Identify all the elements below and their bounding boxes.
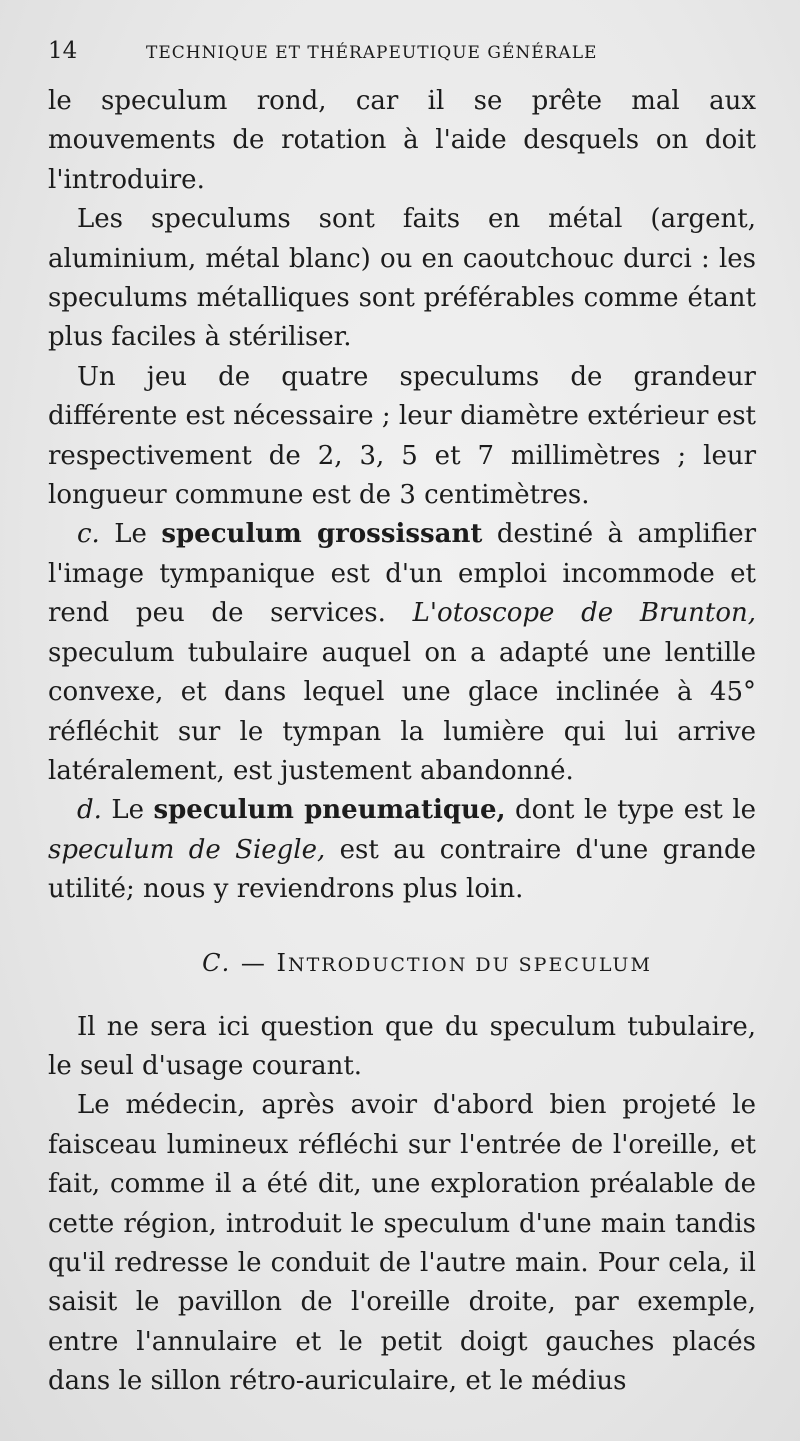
running-title: TECHNIQUE ET THÉRAPEUTIQUE GÉNÉRALE — [146, 43, 598, 63]
item-marker-c: c. — [77, 519, 100, 550]
paragraph-3: Un jeu de quatre speculums de grandeur différente est nécessaire ; leur diamètre extérieur est respectivement de 2, 3, 5 et 7 millimètres ; leur longueur commune est de 3 centimètres. — [48, 361, 756, 511]
p5-text-1: dont le type est le — [515, 795, 757, 826]
section-heading — [48, 949, 756, 977]
section-dash: — — [231, 948, 277, 977]
term-speculum-grossissant: speculum grossissant — [161, 519, 483, 550]
section-title-text: NTRODUCTION DU SPECULUM — [287, 953, 652, 976]
term-speculum-pneumatique: speculum pneumatique, — [153, 795, 506, 826]
p5-lead: Le — [111, 795, 145, 826]
paragraph-1: le speculum rond, car il se prête mal aux mouvements de rotation à l'aide desquels on doit l'introduire. — [48, 86, 756, 195]
item-marker-d: d. — [77, 795, 102, 826]
p4-text-2: speculum tubulaire auquel on a adapté une lentille convexe, et dans lequel une glace inclinée à 45° réfléchit sur le tympan la lumière qui lui arrive latéralement, est justement abandonné. — [48, 637, 756, 786]
p5-text-2: est au contraire d'une grande utilité; nous y reviendrons plus loin. — [48, 834, 757, 905]
p4-lead: Le — [114, 519, 147, 550]
paragraph-2: Les speculums sont faits en métal (argent, aluminium, métal blanc) ou en caoutchouc durci : les speculums métalliques sont préférables comme étant plus faciles à stériliser. — [48, 204, 756, 353]
p4-text-1: destiné à amplifier l'image tympanique est d'un emploi incommode et rend peu de services. — [48, 519, 757, 629]
paragraph-4 — [48, 515, 756, 791]
paragraph-6: Il ne sera ici question que du speculum tubulaire, le seul d'usage courant. — [48, 1011, 756, 1081]
italic-otoscope-brunton: L'otoscope de Brunton, — [412, 598, 757, 629]
paragraph-5 — [48, 791, 756, 909]
section-initial: I — [276, 948, 288, 977]
section-letter: C. — [202, 948, 232, 977]
page-number: 14 — [48, 38, 78, 64]
page-header — [48, 38, 756, 78]
italic-speculum-siegle: speculum de Siegle, — [48, 834, 326, 865]
paragraph-7: Le médecin, après avoir d'abord bien projeté le faisceau lumineux réfléchi sur l'entrée de l'oreille, et fait, comme il a été dit, une exploration préalable de cette région, introduit le speculum d'une main tandis qu'il redresse le conduit de l'autre main. Pour cela, il saisit le pavillon de l'oreille droite, par exemple, entre l'annulaire et le petit doigt gauches placés dans le sillon rétro-auriculaire, et le médius — [48, 1090, 756, 1397]
